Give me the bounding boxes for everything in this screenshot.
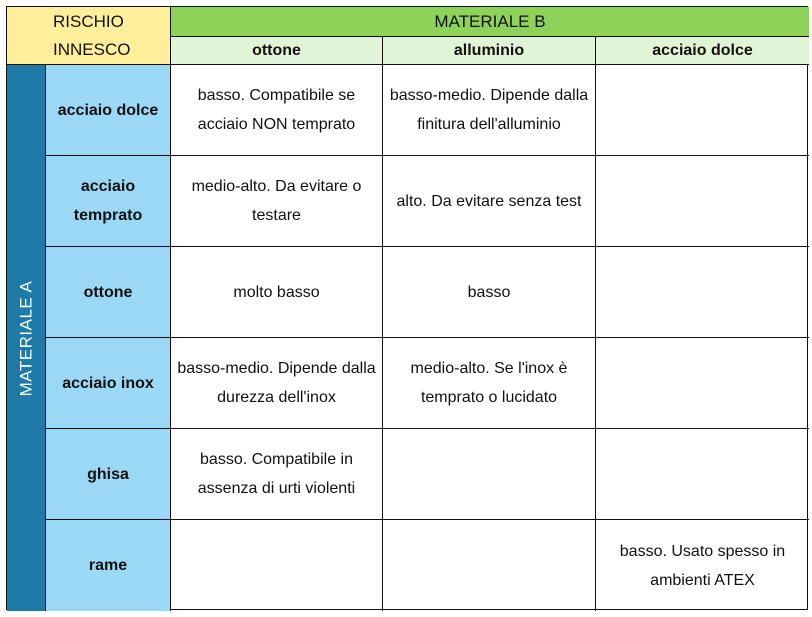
table-cell bbox=[383, 429, 596, 520]
corner-header bbox=[7, 7, 171, 65]
row-header-label: ghisa bbox=[87, 465, 129, 483]
table-cell bbox=[596, 247, 809, 338]
table-cell: basso bbox=[383, 247, 596, 338]
table-cell bbox=[596, 156, 809, 247]
row-header-ottone bbox=[46, 247, 171, 338]
table-cell bbox=[596, 65, 809, 156]
table-cell bbox=[171, 520, 383, 611]
row-header-acciaio-dolce bbox=[46, 65, 171, 156]
table-cell bbox=[383, 520, 596, 611]
table-cell: basso. Usato spesso in ambienti ATEX bbox=[619, 542, 786, 589]
table-cell: alto. Da evitare senza test bbox=[383, 156, 596, 247]
risk-table bbox=[6, 6, 808, 610]
table-cell: medio-alto. Se l'inox è temprato o lucidato bbox=[383, 338, 596, 429]
table-cell: basso-medio. Dipende dalla durezza dell'inox bbox=[171, 338, 383, 429]
table-cell: medio-alto. Da evitare o testare bbox=[171, 156, 383, 247]
table-cell bbox=[596, 338, 809, 429]
row-header-label: acciaio inox bbox=[62, 374, 154, 392]
corner-line-1: RISCHIO bbox=[53, 11, 124, 31]
row-header-acciaio-inox bbox=[46, 338, 171, 429]
row-header-ghisa bbox=[46, 429, 171, 520]
column-header-alluminio: alluminio bbox=[383, 37, 596, 65]
row-header-label: acciaio dolce bbox=[57, 101, 159, 119]
table-cell: basso-medio. Dipende dalla finitura dell'alluminio bbox=[383, 65, 596, 156]
table-cell: basso. Compatibile in assenza di urti violenti bbox=[171, 429, 383, 520]
table-cell: basso. Compatibile se acciaio NON temprato bbox=[171, 65, 383, 156]
material-a-label: MATERIALE A bbox=[16, 280, 36, 396]
row-header-label: ottone bbox=[83, 283, 133, 301]
row-header-label: temprato bbox=[73, 207, 143, 224]
material-a-header bbox=[7, 65, 46, 611]
table-cell: molto basso bbox=[171, 247, 383, 338]
column-header-acciaio-dolce: acciaio dolce bbox=[596, 37, 809, 65]
row-header-rame bbox=[46, 520, 171, 611]
material-b-header: MATERIALE B bbox=[171, 7, 809, 37]
column-header-ottone: ottone bbox=[171, 37, 383, 65]
row-header-label: acciaio bbox=[80, 178, 136, 195]
table-cell bbox=[596, 429, 809, 520]
row-header-label: rame bbox=[88, 557, 128, 574]
corner-line-2: INNESCO bbox=[53, 39, 131, 59]
row-header-acciaio-temprato bbox=[46, 156, 171, 247]
